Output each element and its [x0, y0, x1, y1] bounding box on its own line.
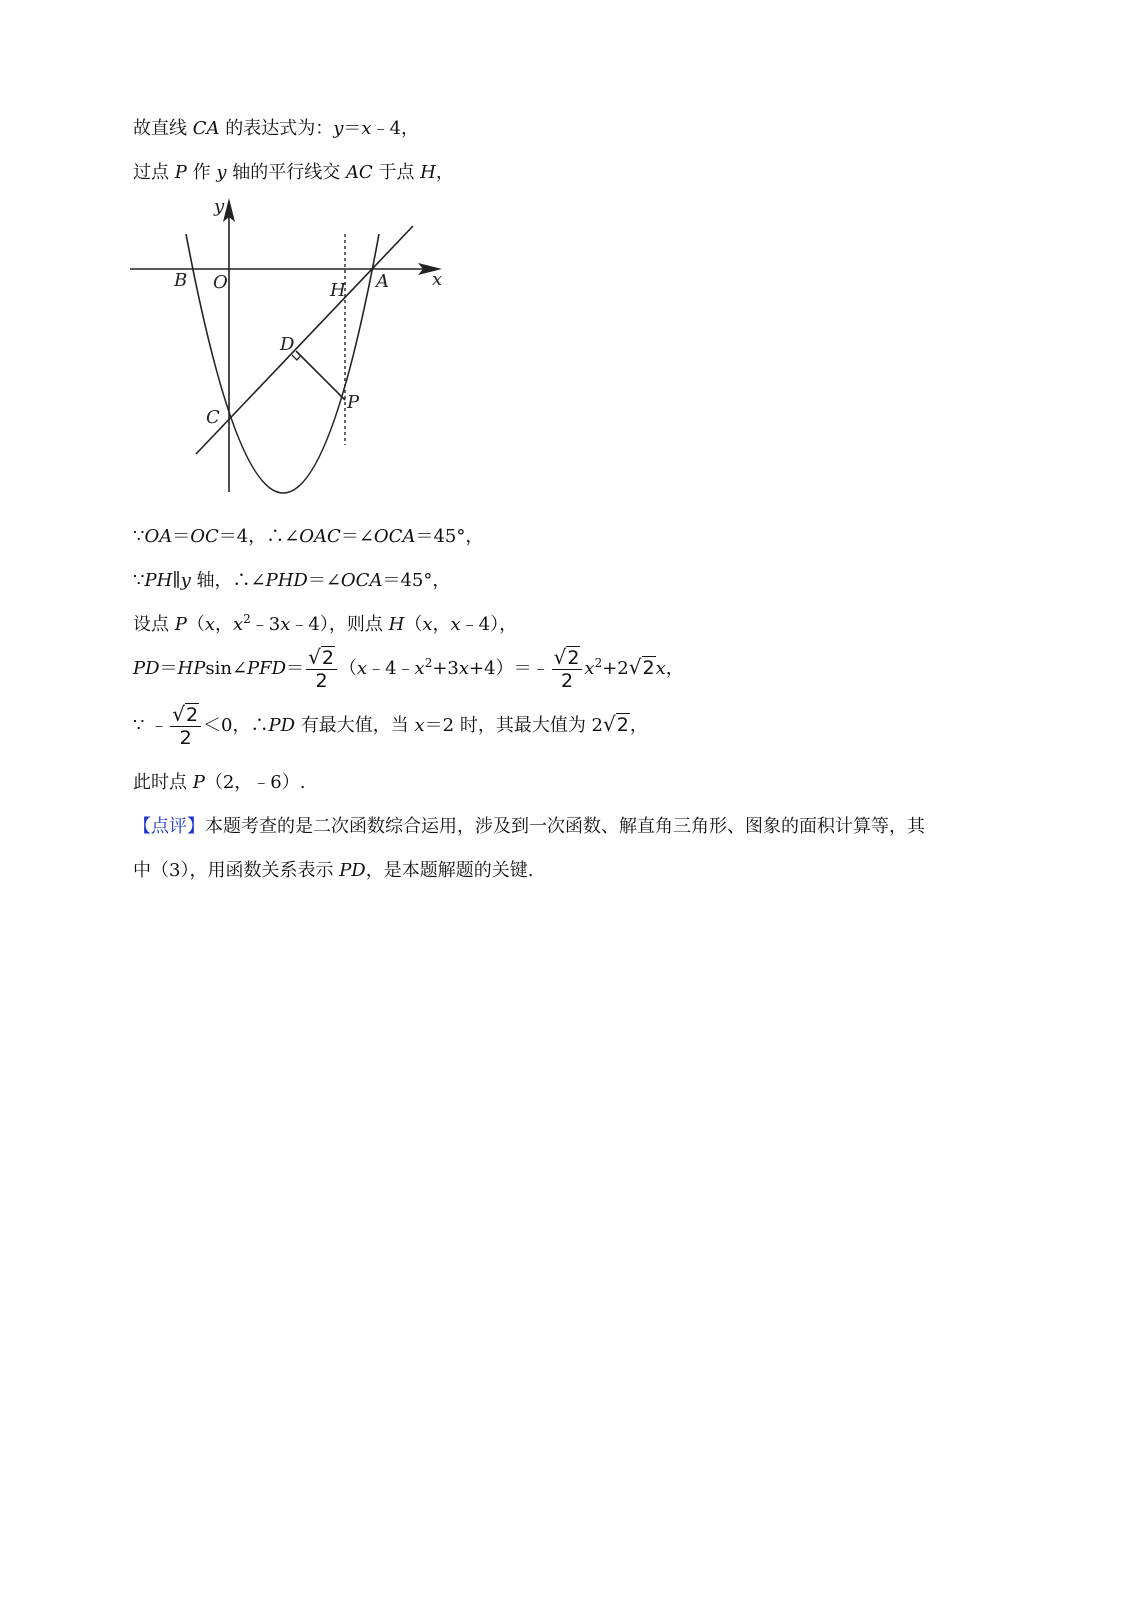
var-p: P — [174, 162, 187, 183]
text: +3 — [432, 658, 459, 679]
sqrt-2: √2 — [603, 712, 629, 736]
text: ＝45°， — [382, 570, 451, 591]
var-ac: AC — [345, 162, 373, 183]
label-x: x — [432, 269, 443, 290]
radicand: 2 — [616, 714, 629, 736]
radicand: 2 — [321, 647, 334, 669]
because-symbol: ∵ ﹣ — [133, 715, 169, 736]
comment-tag: 【点评】 — [133, 816, 205, 837]
text: +4）＝﹣ — [469, 658, 550, 679]
text: 有最大值，当 — [295, 715, 415, 736]
var-x: x — [584, 658, 595, 679]
var-x: x — [204, 614, 216, 635]
radicand: 2 — [567, 647, 580, 669]
text: ﹣4﹣ — [367, 658, 415, 679]
var-p: P — [192, 772, 205, 793]
exponent: 2 — [243, 612, 251, 626]
because-symbol: ∵ — [133, 570, 145, 591]
line-ph-parallel — [133, 568, 450, 594]
var-x: x — [414, 658, 425, 679]
var-h: H — [388, 614, 405, 635]
exponent: 2 — [594, 656, 603, 670]
var-oc: OC — [190, 526, 219, 547]
var-x: x — [655, 658, 666, 679]
text: ＝ — [172, 526, 191, 547]
denominator: 2 — [179, 727, 192, 749]
text: ， — [435, 162, 454, 183]
because-symbol: ∵ — [133, 526, 145, 547]
denominator: 2 — [560, 670, 574, 692]
text: ＝ — [286, 658, 305, 679]
text: 故直线 — [133, 118, 193, 139]
line-oa-oc — [133, 524, 483, 550]
var-ca: CA — [192, 118, 220, 139]
text: ＝ — [159, 658, 178, 679]
text: （ — [338, 658, 357, 679]
comment-line-1 — [133, 814, 925, 840]
right-angle-mark — [292, 355, 301, 360]
var-pd: PD — [133, 658, 160, 679]
text: ＝ — [343, 118, 362, 139]
text: ﹣3 — [250, 614, 281, 635]
text: 的表达式为： — [219, 118, 334, 139]
fraction-sqrt2-over-2: $\frac{√2}{2}$ — [552, 646, 583, 692]
var-x: x — [414, 715, 425, 736]
var-y: y — [180, 570, 191, 591]
var-x: x — [361, 118, 372, 139]
parallel-symbol: ∥ — [172, 570, 181, 591]
label-h: H — [330, 280, 346, 301]
var-x: x — [280, 614, 291, 635]
line-max-value — [133, 703, 648, 749]
text: （ — [186, 614, 205, 635]
text: 轴的平行线交 — [226, 162, 346, 183]
var-pd: PD — [339, 860, 366, 881]
line-pd-formula — [133, 646, 684, 692]
comment-text: 本题考查的是二次函数综合运用，涉及到一次函数、解直角三角形、图象的面积计算等，其 — [205, 816, 925, 837]
var-oa: OA — [144, 526, 173, 547]
text: 过点 — [133, 162, 175, 183]
fraction-sqrt2-over-2: $\frac{√2}{2}$ — [170, 703, 201, 749]
text: ＝4， — [218, 526, 267, 547]
fraction-sqrt2-over-2: $\frac{√2}{2}$ — [306, 646, 337, 692]
text: ＝∠ — [340, 526, 374, 547]
var-hp: HP — [177, 658, 206, 679]
var-oca: OCA — [340, 570, 383, 591]
comment-text: 中（3），用函数关系表示 — [133, 860, 340, 881]
text: ＜0，∴ — [203, 715, 269, 736]
var-ph: PH — [144, 570, 173, 591]
var-x: x — [422, 614, 433, 635]
text: ， — [215, 614, 234, 635]
label-o: O — [213, 272, 228, 293]
therefore-symbol: ∴∠ — [266, 526, 300, 547]
text: ， — [629, 715, 648, 736]
var-y: y — [216, 162, 227, 183]
var-x: x — [458, 658, 470, 679]
line-point-result — [133, 770, 306, 796]
parabola-figure — [128, 192, 458, 514]
radicand: 2 — [642, 657, 655, 679]
radicand: 2 — [185, 704, 199, 726]
var-x: x — [450, 614, 461, 635]
text: ＝2 时，其最大值为 2 — [424, 715, 603, 736]
text: ＝45°， — [415, 526, 484, 547]
label-a: A — [376, 271, 389, 292]
text: ， — [665, 658, 684, 679]
label-d: D — [280, 334, 295, 355]
var-oca: OCA — [373, 526, 416, 547]
text: ， — [432, 614, 451, 635]
text: sin∠ — [205, 658, 248, 679]
label-c: C — [206, 407, 220, 428]
var-p: P — [174, 614, 187, 635]
var-x: x — [233, 614, 244, 635]
text: +2 — [602, 658, 629, 679]
text: ﹣4）， — [460, 614, 518, 635]
var-pd: PD — [268, 715, 296, 736]
text: （ — [404, 614, 423, 635]
label-y: y — [214, 196, 225, 217]
text: 轴，∴∠ — [190, 570, 266, 591]
label-b: B — [174, 270, 188, 291]
text: 作 — [186, 162, 217, 183]
line-set-point — [133, 612, 517, 638]
text: ﹣4， — [371, 118, 420, 139]
var-pfd: PFD — [247, 658, 287, 679]
comment-text: ，是本题解题的关键. — [365, 860, 534, 881]
var-y: y — [333, 118, 344, 139]
text: 于点 — [372, 162, 421, 183]
comment-line-2 — [133, 858, 533, 884]
label-p: P — [347, 392, 360, 413]
exponent: 2 — [424, 656, 433, 670]
text: ﹣4），则点 — [290, 614, 389, 635]
var-phd: PHD — [265, 570, 308, 591]
text: 设点 — [133, 614, 175, 635]
line-ca-expression — [133, 116, 419, 142]
text: ＝∠ — [307, 570, 341, 591]
text: （2，﹣6）. — [204, 772, 306, 793]
var-x: x — [356, 658, 368, 679]
sqrt-2: √2 — [628, 655, 655, 679]
text: 此时点 — [133, 772, 193, 793]
var-h: H — [420, 162, 436, 183]
segment-pd — [296, 351, 345, 400]
line-parallel — [133, 160, 454, 186]
var-oac: OAC — [299, 526, 341, 547]
denominator: 2 — [315, 670, 328, 692]
